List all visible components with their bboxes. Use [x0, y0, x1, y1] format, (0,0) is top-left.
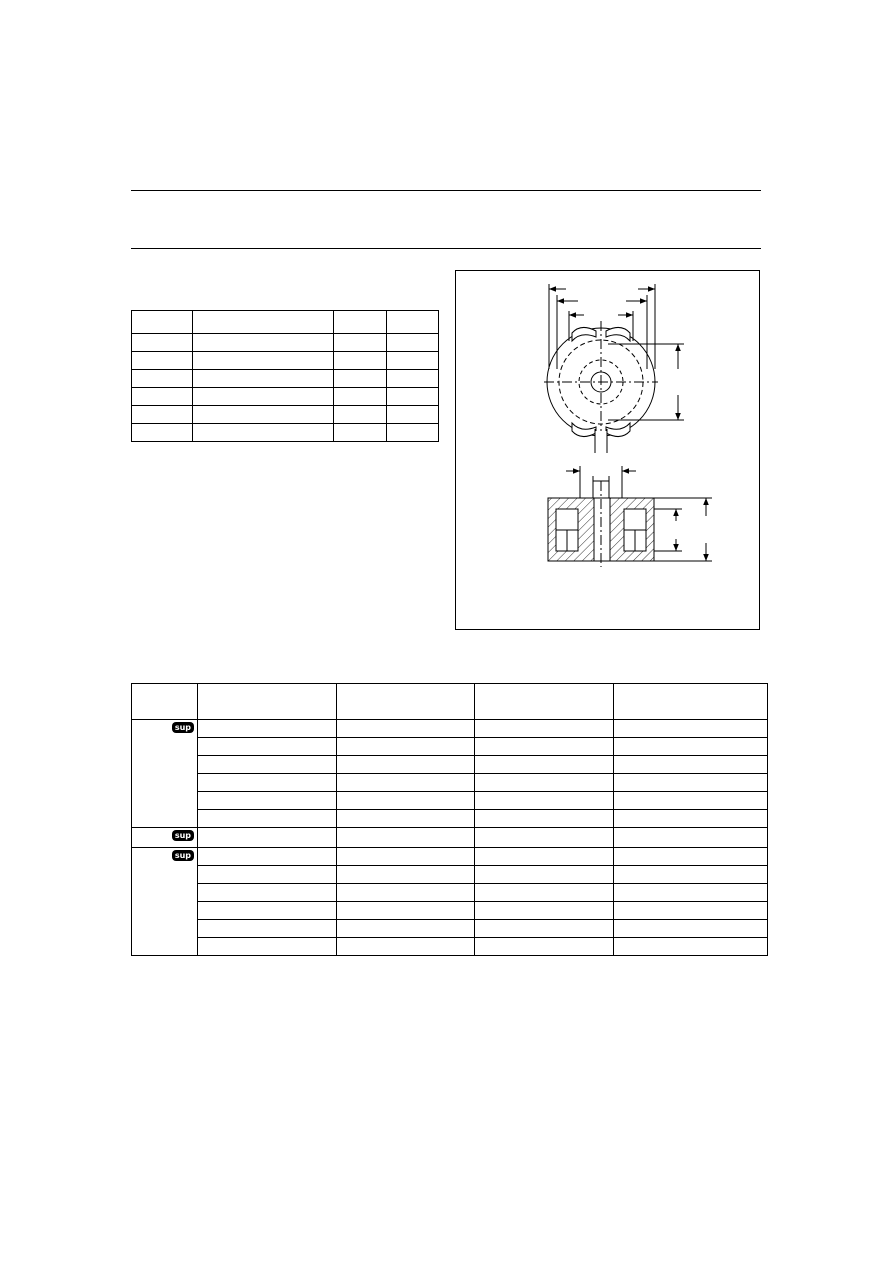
group-cell [132, 720, 198, 828]
table-row [132, 352, 439, 370]
table-cell [198, 866, 337, 884]
table-cell [475, 720, 614, 738]
table-cell [198, 810, 337, 828]
table-cell [132, 352, 193, 370]
group-cell [132, 848, 198, 956]
table-cell [475, 902, 614, 920]
table-cell [193, 406, 334, 424]
table-cell [614, 792, 768, 810]
table-row [132, 792, 768, 810]
table-cell [193, 388, 334, 406]
table-cell [193, 352, 334, 370]
table-row [132, 738, 768, 756]
table-cell [132, 370, 193, 388]
table-cell [475, 756, 614, 774]
table-cell [198, 884, 337, 902]
table-cell [193, 370, 334, 388]
table-cell [198, 902, 337, 920]
table-row [132, 920, 768, 938]
table-cell [387, 334, 439, 352]
table-cell [132, 406, 193, 424]
table-cell [337, 866, 475, 884]
table-cell [337, 884, 475, 902]
header-cell [132, 311, 193, 334]
table-cell [334, 352, 387, 370]
table-cell [337, 902, 475, 920]
table-cell [614, 738, 768, 756]
table-cell [387, 406, 439, 424]
table-row [132, 424, 439, 442]
group-cell [132, 828, 198, 848]
table-cell [475, 828, 614, 848]
table-cell [475, 920, 614, 938]
table-cell [198, 848, 337, 866]
table-cell [475, 810, 614, 828]
table-cell [614, 774, 768, 792]
table-cell [387, 388, 439, 406]
table-cell [337, 828, 475, 848]
header-cell [193, 311, 334, 334]
table-row [132, 848, 768, 866]
header-cell [614, 684, 768, 720]
table-cell [193, 334, 334, 352]
table-cell [614, 828, 768, 848]
table-cell [614, 848, 768, 866]
table-cell [198, 756, 337, 774]
table-cell [337, 738, 475, 756]
grade-table-header [132, 684, 768, 720]
sup-badge: sup [172, 830, 194, 841]
header-cell [475, 684, 614, 720]
table-row [132, 388, 439, 406]
table-cell [614, 902, 768, 920]
table-row [132, 334, 439, 352]
table-row [132, 370, 439, 388]
table-cell [614, 756, 768, 774]
table-cell [614, 866, 768, 884]
parameter-table-header [132, 311, 439, 334]
table-row [132, 866, 768, 884]
table-cell [614, 884, 768, 902]
table-cell [193, 424, 334, 442]
table-row [132, 828, 768, 848]
table-cell [614, 938, 768, 956]
table-cell [475, 792, 614, 810]
table-cell [337, 720, 475, 738]
table-cell [475, 938, 614, 956]
table-cell [387, 370, 439, 388]
table-cell [475, 774, 614, 792]
header-cell [334, 311, 387, 334]
table-cell [475, 884, 614, 902]
sup-badge: sup [172, 722, 194, 733]
table-row [132, 756, 768, 774]
core-drawing-frame [455, 270, 760, 630]
table-cell [475, 738, 614, 756]
table-cell [334, 406, 387, 424]
table-row [132, 810, 768, 828]
table-cell [198, 828, 337, 848]
table-cell [198, 920, 337, 938]
table-cell [337, 810, 475, 828]
table-row [132, 902, 768, 920]
table-cell [198, 792, 337, 810]
table-cell [334, 424, 387, 442]
header-cell [387, 311, 439, 334]
table-cell [614, 720, 768, 738]
top-rule [131, 190, 761, 191]
table-cell [132, 424, 193, 442]
table-cell [198, 938, 337, 956]
header-cell [198, 684, 337, 720]
table-cell [337, 848, 475, 866]
table-row [132, 720, 768, 738]
header-bottom-rule [131, 248, 761, 249]
table-cell [198, 738, 337, 756]
table-cell [387, 424, 439, 442]
table-cell [337, 756, 475, 774]
table-cell [198, 774, 337, 792]
table-cell [132, 388, 193, 406]
table-row [132, 774, 768, 792]
table-cell [337, 920, 475, 938]
parameter-table [131, 310, 439, 442]
table-cell [475, 866, 614, 884]
table-cell [614, 810, 768, 828]
table-cell [334, 334, 387, 352]
grade-table [131, 683, 768, 956]
table-cell [475, 848, 614, 866]
table-row [132, 406, 439, 424]
header-cell [132, 684, 198, 720]
table-cell [337, 774, 475, 792]
table-cell [387, 352, 439, 370]
table-cell [132, 334, 193, 352]
table-cell [198, 720, 337, 738]
table-cell [334, 388, 387, 406]
table-cell [334, 370, 387, 388]
core-dimension-drawing-icon [456, 271, 761, 631]
table-cell [337, 938, 475, 956]
sup-badge: sup [172, 850, 194, 861]
header-cell [337, 684, 475, 720]
table-cell [614, 920, 768, 938]
table-row [132, 884, 768, 902]
table-cell [337, 792, 475, 810]
table-row [132, 938, 768, 956]
